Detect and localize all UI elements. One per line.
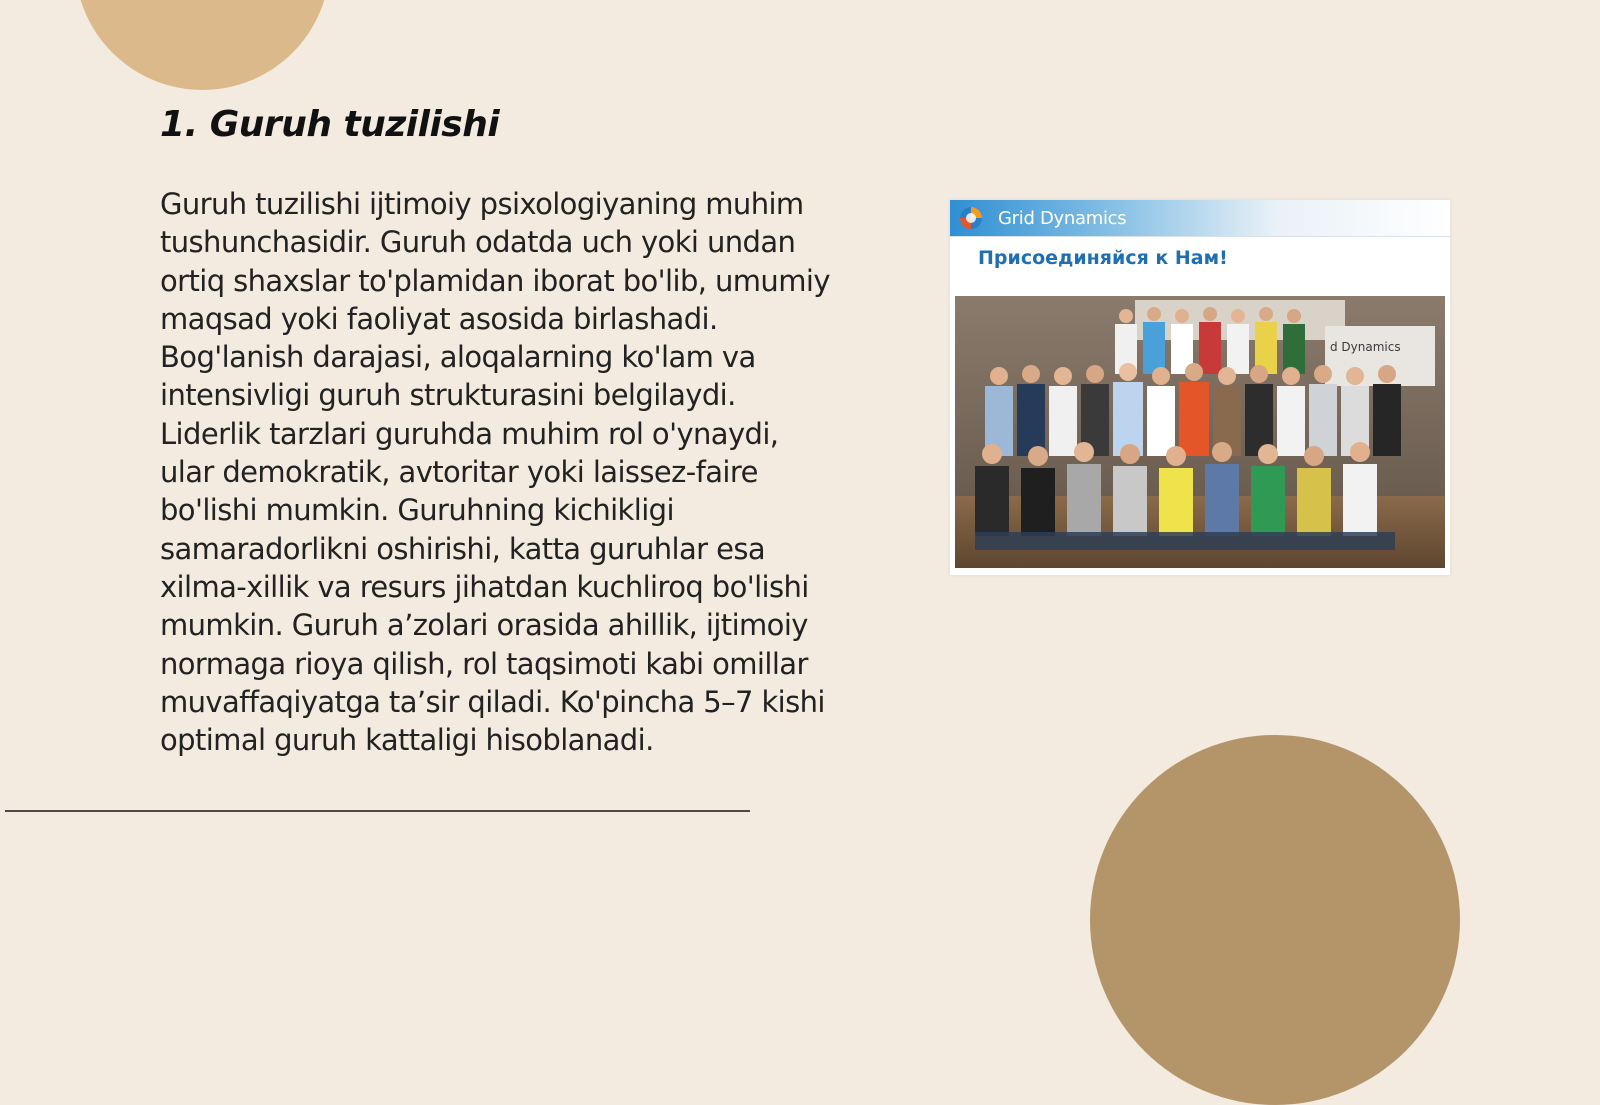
- decorative-circle-top: [75, 0, 330, 90]
- decorative-circle-bottom: [1090, 735, 1460, 1105]
- slide-title: 1. Guruh tuzilishi: [160, 104, 500, 145]
- banner-text: d Dynamics: [1330, 340, 1401, 354]
- team-photo: [955, 296, 1445, 568]
- image-headline: Присоединяйся к Нам!: [978, 247, 1228, 269]
- group-photo-image: [950, 200, 1450, 575]
- slide-body-text: Guruh tuzilishi ijtimoiy psixologiyaning muhim tushunchasidir. Guruh odatda uch yoki undan ortiq shaxslar to'plamidan iborat bo'lib, umumiy maqsad yoki faoliyat asosida birlashadi. Bog'lanish darajasi, aloqalarning ko'lam va intensivligi guruh strukturasini belgilaydi. Liderlik tarzlari guruhda muhim rol o'ynaydi, ular demokratik, avtoritar yoki laissez-faire bo'lishi mumkin. Guruhning kichikligi samaradorlikni oshirishi, katta guruhlar esa xilma-xillik va resurs jihatdan kuchliroq bo'lishi mumkin. Guruh a’zolari orasida ahillik, ijtimoiy normaga rioya qilish, rol taqsimoti kabi omillar muvaffaqiyatga ta’sir qiladi. Ko'pincha 5–7 kishi optimal guruh kattaligi hisoblanadi.: [160, 187, 830, 758]
- team-photo-illustration: [955, 296, 1445, 568]
- image-header-bar: [950, 200, 1450, 237]
- image-brand-text: Grid Dynamics: [998, 208, 1127, 229]
- grid-dynamics-logo-icon: [958, 205, 984, 231]
- divider-line: [5, 810, 750, 812]
